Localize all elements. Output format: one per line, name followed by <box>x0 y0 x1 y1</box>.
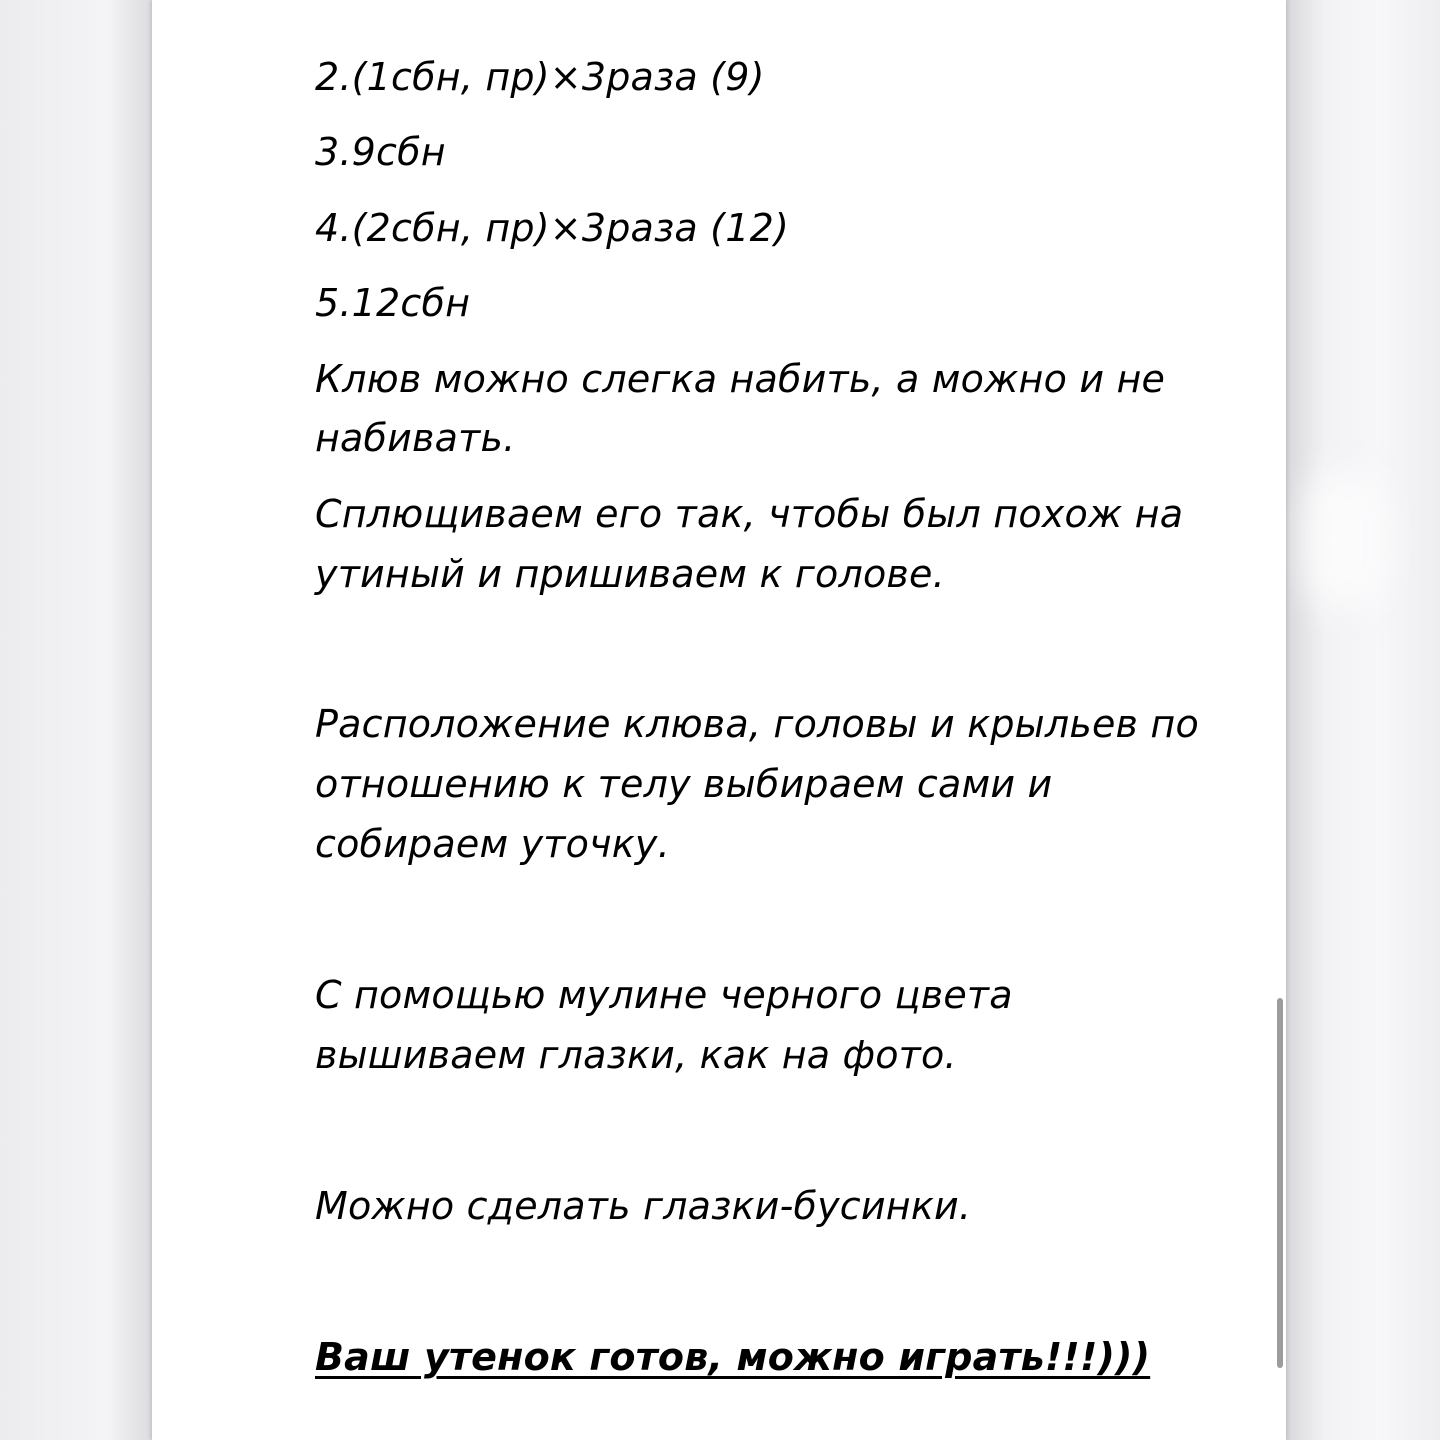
flatten-line-2: утиный и пришиваем к голове. <box>315 552 945 596</box>
eyes-line-2: вышиваем глазки, как на фото. <box>315 1033 957 1077</box>
document-page <box>152 0 1286 1440</box>
beak-stuffing-line-2: набивать. <box>315 416 516 460</box>
final-line: Ваш утенок готов, можно играть!!!))) <box>315 1335 1151 1379</box>
vertical-scrollbar[interactable] <box>1274 990 1286 1370</box>
step-line-4: 4.(2сбн, пр)×3раза (12) <box>315 206 789 250</box>
placement-line-3: собираем уточку. <box>315 822 670 866</box>
step-line-5: 5.12сбн <box>315 281 471 325</box>
placement-line-2: отношению к телу выбираем сами и <box>315 762 1053 806</box>
flatten-line-1: Сплющиваем его так, чтобы был похож на <box>315 492 1184 536</box>
backdrop-glow <box>1306 470 1386 610</box>
eyes-line-1: С помощью мулине черного цвета <box>315 973 1013 1017</box>
placement-line-1: Расположение клюва, головы и крыльев по <box>315 702 1199 746</box>
beak-stuffing-line-1: Клюв можно слегка набить, а можно и не <box>315 357 1166 401</box>
backdrop-left <box>0 0 152 1440</box>
backdrop-right <box>1286 0 1440 1440</box>
step-line-2: 2.(1сбн, пр)×3раза (9) <box>315 55 765 99</box>
bead-eyes-line: Можно сделать глазки-бусинки. <box>315 1184 972 1228</box>
scrollbar-thumb[interactable] <box>1277 998 1283 1368</box>
step-line-3: 3.9сбн <box>315 130 446 174</box>
